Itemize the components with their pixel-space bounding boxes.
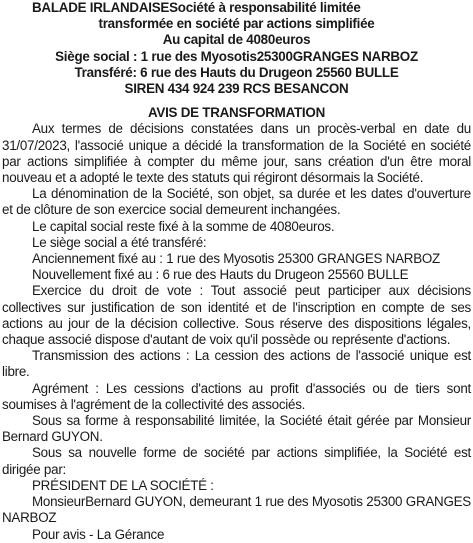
paragraph-former-management: Sous sa forme à responsabilité limitée, la Société était gérée par Monsieur Bernard GUYON.	[2, 413, 471, 445]
paragraph-capital: Le capital social reste fixé à la somme de 4080euros.	[32, 218, 335, 234]
paragraph-president-heading: PRÉSIDENT DE LA SOCIÉTÉ :	[32, 477, 214, 493]
paragraph-share-transfer: Transmission des actions : La cession des actions de l'associé unique est libre.	[2, 348, 471, 380]
paragraph-approval: Agrément : Les cessions d'actions au profit d'associés ou de tiers sont soumises à l'agrément de la collectivité des associés.	[2, 380, 471, 412]
company-name-line: BALADE IRLANDAISESociété à responsabilité limitée	[32, 0, 361, 15]
notice-title: AVIS DE TRANSFORMATION	[147, 105, 325, 121]
paragraph-president: MonsieurBernard GUYON, demeurant 1 rue des Myosotis 25300 GRANGES NARBOZ	[2, 494, 471, 526]
paragraph-new-office: Nouvellement fixé au : 6 rue des Hauts du Drugeon 25560 BULLE	[32, 267, 409, 283]
transformation-line: transformée en société par actions simplifiée	[98, 16, 375, 32]
paragraph-former-office: Anciennement fixé au : 1 rue des Myosotis 25300 GRANGES NARBOZ	[32, 251, 440, 267]
paragraph-new-management: Sous sa nouvelle forme de société par actions simplifiée, la Société est dirigée par:	[2, 445, 471, 477]
registered-office-line: Siège social : 1 rue des Myosotis25300GRANGES NARBOZ	[55, 48, 418, 64]
paragraph-signature: Pour avis - La Gérance	[32, 526, 165, 542]
paragraph-office-transfer: Le siège social a été transféré:	[32, 234, 207, 250]
paragraph-voting-rights: Exercice du droit de vote : Tout associé peut participer aux décisions collectives sur justification de son identité et de l'inscription en compte de ses actions au jour de la décision collective. Sous réserve des dispositions légales, chaque associé dispose d'autant de voix qu'il possède ou représente d'actions.	[2, 283, 471, 348]
siren-line: SIREN 434 924 239 RCS BESANCON	[124, 81, 349, 97]
capital-line: Au capital de 4080euros	[162, 32, 311, 48]
transferred-office-line: Transféré: 6 rue des Hauts du Drugeon 25560 BULLE	[74, 64, 399, 80]
paragraph-decisions: Aux termes de décisions constatées dans un procès-verbal en date du 31/07/2023, l'associé unique a décidé la transformation de la Société en société par actions simplifiée à compter du même jour, sans création d'un être moral nouveau et a adopté le texte des statuts qui régiront désormais la Société.	[2, 121, 471, 186]
paragraph-denomination: La dénomination de la Société, son objet, sa durée et les dates d'ouverture et de clôture de son exercice social demeurent inchangées.	[2, 186, 471, 218]
